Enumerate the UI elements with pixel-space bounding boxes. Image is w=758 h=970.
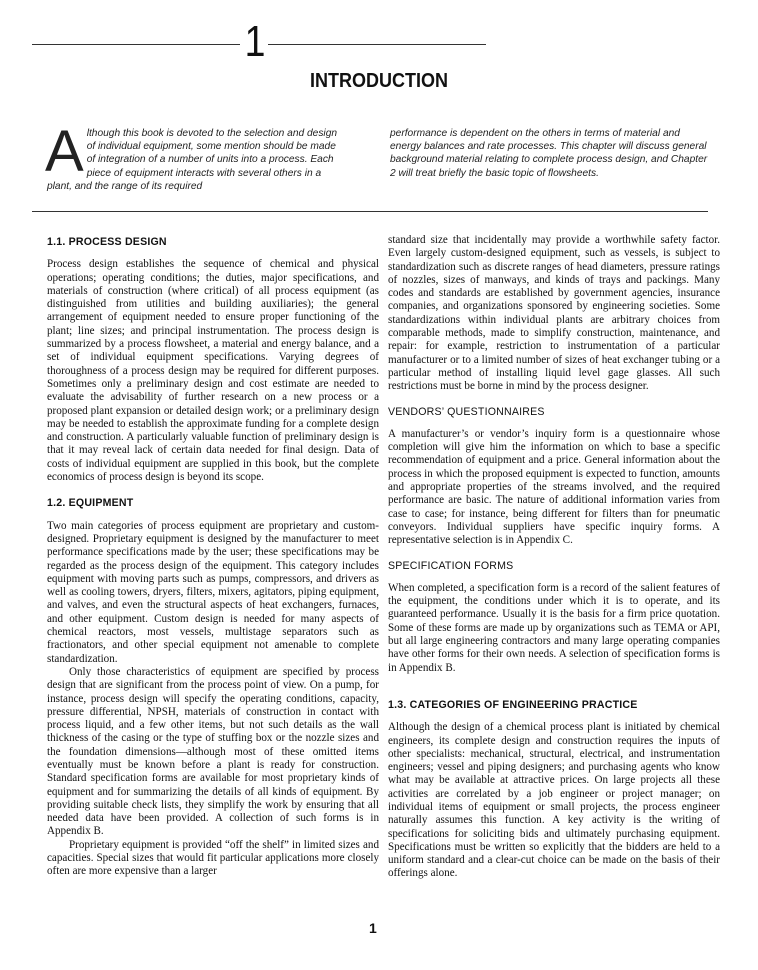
- drop-cap: A: [45, 119, 84, 184]
- paragraph: Only those characteristics of equipment are specified by process design that are significant from the process point of view. On a pump, for instance, process design will specify the operating conditions, capacity, pressure differential, NPSH, materials of construction in contact with process liquid, and a few other items, but not such details as the wall thickness of the casing or the type of stuffing box or the nozzle sizes and the foundation dimensions—although most of these omitted items eventually must be known before a plant is ready for construction. Standard specification forms are available for most proprietary kinds of equipment and for summarizing the details of all kinds of equipment. By providing suitable check lists, they simplify the work by ensuring that all needed data have been provided. A collection of such forms is in Appendix B.: [47, 665, 379, 838]
- paragraph: Process design establishes the sequence of chemical and physical operations; operating conditions; the duties, major specifications, and materials of construction (where critical) of all process equipment (as distinguished from utilities and building auxiliaries); the general arrangement of equipment needed to ensure proper functioning of the plant; line sizes; and principal instrumentation. The process design is summarized by a process flowsheet, a material and energy balance, and a set of individual equipment specifications. Varying degrees of thoroughness of a process design may be required for different purposes. Sometimes only a preliminary design and cost estimate are needed to evaluate the advisability of further research on a new process or a proposed plant expansion or detailed design work; or a preliminary design may be needed to establish the approximate funding for a complete design and construction. A particularly valuable function of preliminary design is that it may reveal lack of certain data needed for final design. Data of costs of individual equipment are supplied in this book, but the complete economics of process design is beyond its scope.: [47, 258, 379, 484]
- column-left: [47, 236, 379, 879]
- paragraph: When completed, a specification form is a record of the salient features of the equipment, the conditions under which it is to operate, and its guaranteed performance. Usually it is the basis for a firm price quotation. Some of these forms are made up by organizations such as TEMA or API, but all large engineering contractors and many large operating companies have other forms for their own needs. A selection of specification forms is in Appendix B.: [388, 581, 720, 674]
- chapter-rule-left: [32, 44, 240, 45]
- paragraph: Proprietary equipment is provided “off the shelf” in limited sizes and capacities. Special sizes that would fit particular applications more closely often are more expensive than a larger: [47, 838, 379, 878]
- heading-specification-forms: SPECIFICATION FORMS: [388, 559, 514, 572]
- column-right: [388, 234, 720, 881]
- chapter-abstract-left: [45, 119, 347, 193]
- paragraph: A manufacturer’s or vendor’s inquiry form is a questionnaire whose completion will give him the information on which to base a specific recommendation of equipment and a price. General information about the process in which the proposed equipment is expected to function, amounts and appropriate properties of the streams involved, and the required performance are basic. The nature of additional information varies from case to case; for instance, being different for filters than for pneumatic conveyors. Individual suppliers have specific inquiry forms. A representative selection is in Appendix C.: [388, 427, 720, 547]
- paragraph: Two main categories of process equipment are proprietary and custom-designed. Proprietary equipment is designed by the manufacturer to meet performance specifications made by the user; these specifications may be regarded as the process design of the equipment. This category includes equipment with moving parts such as pumps, compressors, and drivers as well as cooling towers, dryers, filters, mixers, agitators, piping equipment, and valves, and even the structural aspects of heat exchangers, furnaces, and other equipment. Custom design is needed for many aspects of chemical reactors, most vessels, multistage separators such as fractionators, and other special equipment not amenable to complete standardization.: [47, 519, 379, 665]
- heading-categories-engineering-practice: 1.3. CATEGORIES OF ENGINEERING PRACTICE: [388, 698, 638, 711]
- heading-equipment: 1.2. EQUIPMENT: [47, 497, 134, 510]
- section-divider: [32, 211, 708, 212]
- heading-vendors-questionnaires: VENDORS’ QUESTIONNAIRES: [388, 405, 545, 418]
- page-number: 1: [369, 920, 377, 936]
- chapter-title: INTRODUCTION: [309, 70, 448, 92]
- heading-process-design: 1.1. PROCESS DESIGN: [47, 236, 167, 248]
- paragraph: standard size that incidentally may provide a worthwhile safety factor. Even largely custom-designed equipment, such as vessels, is subject to standardization such as discrete ranges of head diameters, pressure ratings of nozzles, sizes of manways, and kinds of trays and packings. Many codes and standards are established by government agencies, insurance companies, and organizations sponsored by engineering societies. Some standardizations within individual plants are arbitrary choices from comparable methods, made to simplify construction, maintenance, and repair: for example, restriction to instrumentation of a particular manufacturer or to a limited number of sizes of heat exchanger tubing or a particular method of installing liquid level gage glasses. All such restrictions must be borne in mind by the process designer.: [388, 234, 720, 393]
- abstract-text-left: lthough this book is devoted to the selection and design of individual equipment, some mention should be made of integration of a number of units into a process. Each piece of equipment interacts with several others in a plant, and the range of its required: [47, 128, 338, 192]
- paragraph: Although the design of a chemical process plant is initiated by chemical engineers, its complete design and construction requires the inputs of other specialists: mechanical, structural, electrical, and instrumentation engineers; vessel and piping designers; and purchasing agents who know what may be available at attractive prices. On large projects all these activities are correlated by a job engineer or project manager; on individual items of equipment or small projects, the process engineer naturally assumes this function. A key activity is the writing of specifications for soliciting bids and ultimately purchasing equipment. Specifications must be written so explicitly that the bidders are held to a uniform standard and a clear-cut choice can be made on the basis of their offerings alone.: [388, 721, 720, 880]
- chapter-number: 1: [244, 17, 266, 66]
- chapter-abstract-right: performance is dependent on the others in terms of material and energy balances and rate processes. This chapter will discuss general background material relating to complete process design, and Chapter 2 will treat briefly the basic topic of flowsheets.: [390, 128, 708, 179]
- chapter-rule-right: [268, 44, 486, 45]
